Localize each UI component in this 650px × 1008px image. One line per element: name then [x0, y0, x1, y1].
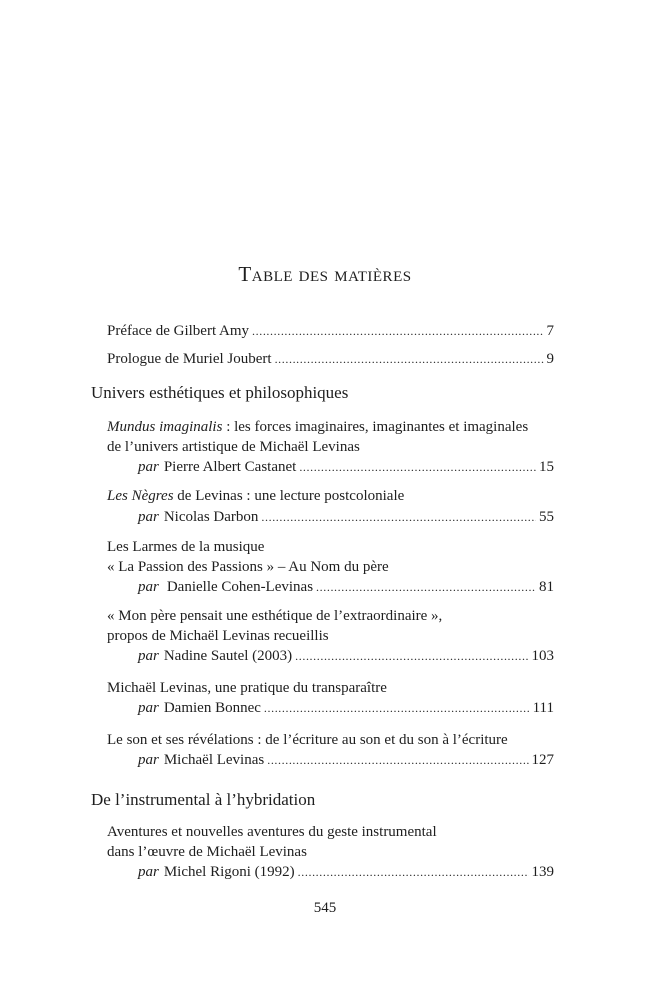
- dot-leader: [299, 457, 536, 477]
- dot-leader: [264, 698, 530, 718]
- toc-entry-title-rest: : les forces imaginaires, imaginantes et imaginales: [222, 419, 529, 435]
- toc-entry-prologue[interactable]: [107, 349, 554, 369]
- section-heading: De l’instrumental à l’hybridation: [91, 790, 316, 809]
- toc-entry-title-line[interactable]: Aventures et nouvelles aventures du geste instrumental: [107, 824, 437, 840]
- par-label: par: [138, 700, 159, 716]
- toc-entry-title-line[interactable]: [107, 486, 404, 506]
- toc-entry-author: Nicolas Darbon: [163, 509, 259, 525]
- toc-entry-title-line[interactable]: Les Larmes de la musique: [107, 539, 265, 555]
- toc-entry-title-italic: Les Nègres: [107, 488, 174, 504]
- dot-leader: [316, 577, 536, 597]
- toc-entry-title-line[interactable]: [107, 417, 528, 437]
- par-label: par: [138, 459, 159, 475]
- toc-entry-page: 111: [532, 700, 554, 716]
- par-label: par: [138, 752, 159, 768]
- toc-entry-page: 127: [531, 752, 554, 768]
- toc-entry-page: 103: [531, 648, 554, 664]
- toc-entry-page: 139: [531, 864, 554, 880]
- toc-entry-author: Danielle Cohen-Levinas: [166, 579, 314, 595]
- toc-entry-title-line[interactable]: « La Passion des Passions » – Au Nom du père: [107, 559, 389, 575]
- toc-entry-author-row[interactable]: [138, 698, 554, 718]
- par-label: par: [138, 648, 159, 664]
- toc-entry-title-line[interactable]: Le son et ses révélations : de l’écriture au son et du son à l’écriture: [107, 732, 508, 748]
- toc-entry-author: Michaël Levinas: [163, 752, 265, 768]
- toc-entry-author: Michel Rigoni (1992): [163, 864, 295, 880]
- page-number: 545: [313, 900, 337, 916]
- dot-leader: [252, 321, 543, 341]
- dot-leader: [261, 507, 536, 527]
- toc-entry-author: Nadine Sautel (2003): [163, 648, 293, 664]
- toc-entry-page: 7: [546, 323, 554, 339]
- toc-entry-author-row[interactable]: [138, 646, 554, 666]
- dot-leader: [295, 646, 528, 666]
- dot-leader: [275, 349, 544, 369]
- toc-entry-author-row[interactable]: [138, 577, 554, 597]
- toc-entry-author: Pierre Albert Castanet: [163, 459, 297, 475]
- toc-entry-title-line[interactable]: de l’univers artistique de Michaël Levinas: [107, 439, 360, 455]
- toc-entry-author-row[interactable]: [138, 457, 554, 477]
- par-label: par: [138, 509, 159, 525]
- par-label: par: [138, 864, 159, 880]
- toc-entry-page: 55: [539, 509, 554, 525]
- toc-entry-title-line[interactable]: propos de Michaël Levinas recueillis: [107, 628, 329, 644]
- toc-entry-page: 9: [546, 351, 554, 367]
- toc-entry-title-italic: Mundus imaginalis: [107, 419, 223, 435]
- toc-entry-author: Damien Bonnec: [163, 700, 261, 716]
- toc-entry-title-rest: de Levinas : une lecture postcoloniale: [173, 488, 405, 504]
- page-title: Table des matières: [238, 262, 412, 286]
- toc-entry-page: 15: [539, 459, 554, 475]
- toc-entry-title-line[interactable]: « Mon père pensait une esthétique de l’extraordinaire »,: [107, 608, 443, 624]
- toc-entry-author-row[interactable]: [138, 507, 554, 527]
- toc-entry-title-line[interactable]: dans l’œuvre de Michaël Levinas: [107, 844, 307, 860]
- toc-entry-author-row[interactable]: [138, 862, 554, 882]
- toc-entry-title: Préface de Gilbert Amy: [107, 323, 250, 339]
- dot-leader: [267, 750, 528, 770]
- toc-entry-title: Prologue de Muriel Joubert: [107, 351, 272, 367]
- section-heading: Univers esthétiques et philosophiques: [91, 383, 349, 402]
- dot-leader: [298, 862, 529, 882]
- toc-entry-preface[interactable]: [107, 321, 554, 341]
- par-label: par: [138, 579, 159, 595]
- toc-entry-author-row[interactable]: [138, 750, 554, 770]
- toc-entry-page: 81: [539, 579, 554, 595]
- toc-entry-title-line[interactable]: Michaël Levinas, une pratique du transparaître: [107, 680, 387, 696]
